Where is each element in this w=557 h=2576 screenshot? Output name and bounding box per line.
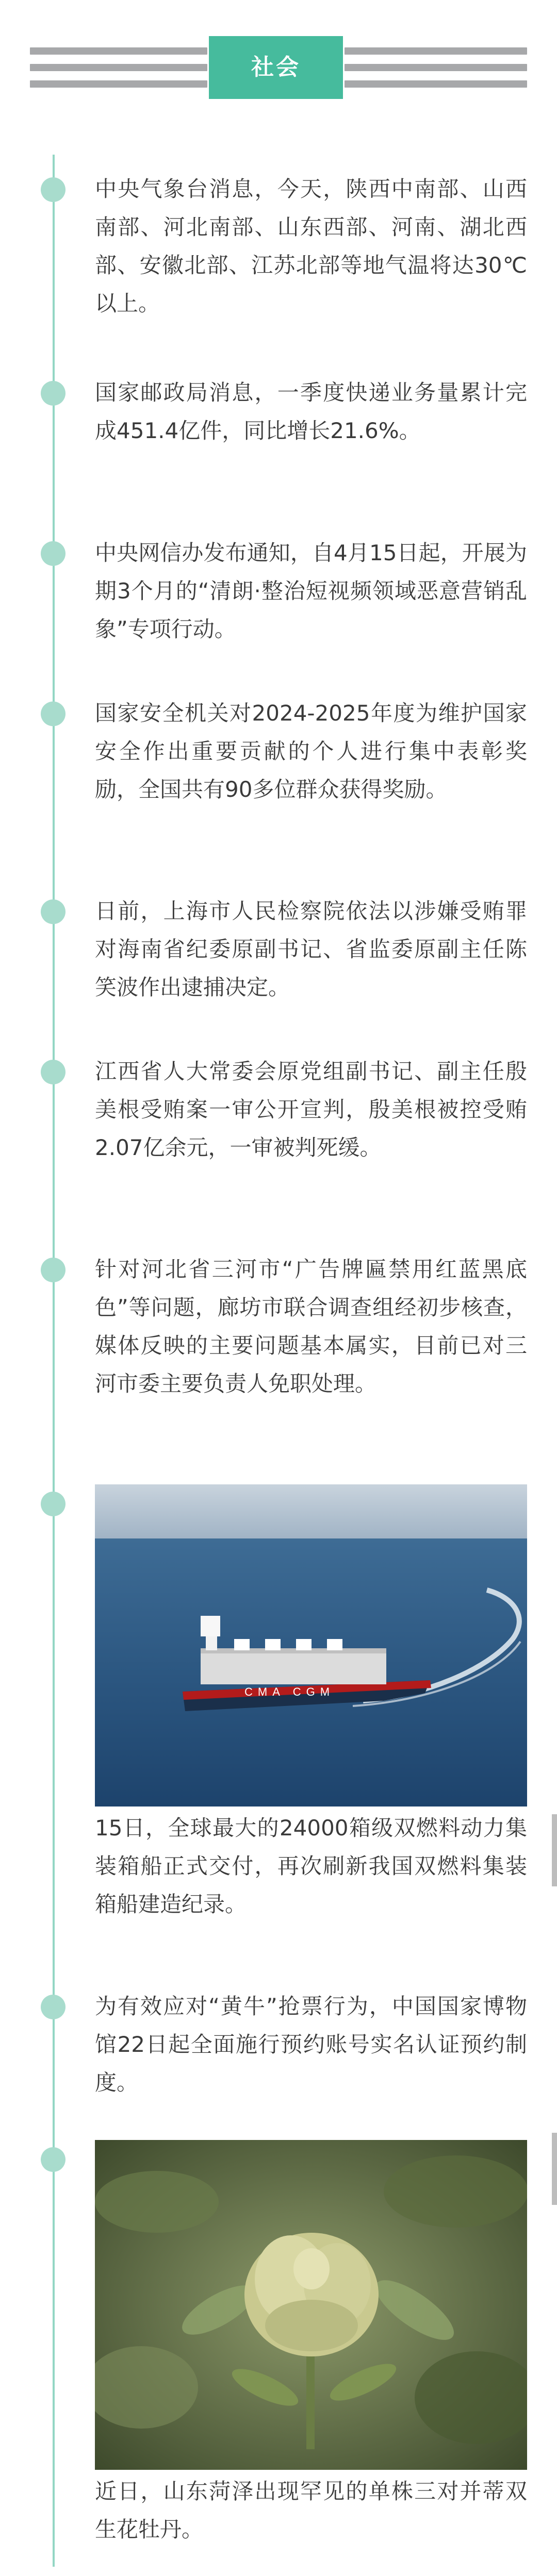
timeline-dot — [41, 1258, 65, 1282]
news-text: 日前，上海市人民检察院依法以涉嫌受贿罪对海南省纪委原副书记、省监委原副主任陈笑波作出逮捕决定。 — [95, 898, 527, 1000]
right-edge-bar — [552, 2133, 557, 2205]
timeline-dot — [41, 899, 65, 924]
right-edge-bar — [552, 1814, 557, 1886]
timeline-dot — [41, 2147, 65, 2172]
timeline-dot — [41, 1060, 65, 1084]
timeline-dot — [41, 1995, 65, 2019]
section-header — [0, 0, 557, 134]
header-stripe — [345, 64, 527, 71]
news-text: 针对河北省三河市“广告牌匾禁用红蓝黑底色”等问题，廊坊市联合调查组经初步核查，媒体反映的主要问题基本属实，目前已对三河市委主要负责人免职处理。 — [95, 1257, 527, 1396]
news-text: 国家邮政局消息，一季度快递业务量累计完成451.4亿件，同比增长21.6%。 — [95, 380, 527, 443]
news-text: 中央网信办发布通知，自4月15日起，开展为期3个月的“清朗·整治短视频领域恶意营销乱象”专项行动。 — [95, 540, 527, 642]
news-text: 国家安全机关对2024-2025年度为维护国家安全作出重要贡献的个人进行集中表彰奖励，全国共有90多位群众获得奖励。 — [95, 700, 527, 802]
ship-photo — [95, 1484, 527, 1806]
news-text: 15日，全球最大的24000箱级双燃料动力集装箱船正式交付，再次刷新我国双燃料集装箱船建造纪录。 — [95, 1815, 527, 1917]
ship-image — [95, 1484, 527, 1806]
peony-photo — [95, 2140, 527, 2470]
timeline-line — [53, 155, 55, 2567]
header-stripe — [345, 47, 527, 55]
news-text: 江西省人大常委会原党组副书记、副主任殷美根受贿案一审公开宣判，殷美根被控受贿2.07亿余元，一审被判死缓。 — [95, 1059, 527, 1160]
timeline-dot — [41, 1492, 65, 1516]
header-stripe — [30, 47, 207, 55]
news-text: 近日，山东菏泽出现罕见的单株三对并蒂双生花牡丹。 — [95, 2479, 527, 2542]
timeline-dot — [41, 381, 65, 406]
news-text: 为有效应对“黄牛”抢票行为，中国国家博物馆22日起全面施行预约账号实名认证预约制度。 — [95, 1994, 527, 2095]
header-stripe — [30, 80, 207, 88]
header-stripe — [30, 64, 207, 71]
timeline-dot — [41, 541, 65, 566]
peony-image — [95, 2140, 527, 2470]
timeline-dot — [41, 177, 65, 202]
header-stripe — [345, 80, 527, 88]
news-text: 中央气象台消息，今天，陕西中南部、山西南部、河北南部、山东西部、河南、湖北西部、安徽北部、江苏北部等地气温将达30℃以上。 — [95, 176, 527, 316]
section-tag: 社会 — [209, 36, 343, 99]
ship-name-label: CMA CGM — [244, 1685, 335, 1698]
timeline-dot — [41, 701, 65, 726]
